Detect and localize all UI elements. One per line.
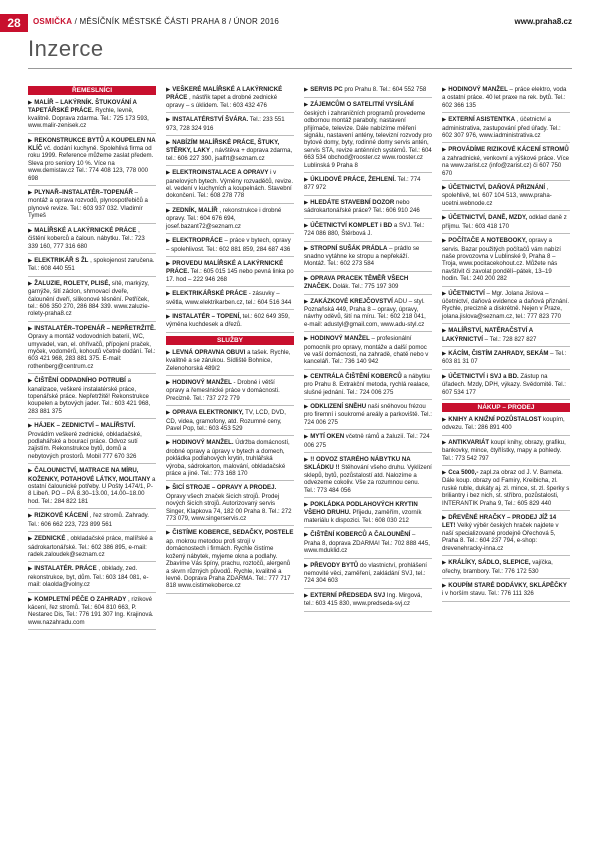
classified-ad xyxy=(442,439,570,466)
ad-heading: NABÍZÍM MALÍŘSKÉ PRÁCE, ŠTUKY, STĚRKY, LAKY xyxy=(166,139,280,155)
ad-text: i v horším stavu. Tel.: 776 111 326 xyxy=(442,590,534,598)
classified-ad xyxy=(442,237,570,286)
page-number: 28 xyxy=(0,14,28,32)
bullet-arrow-icon: ▶ xyxy=(166,207,171,214)
bullet-arrow-icon: ▶ xyxy=(442,87,447,93)
bullet-arrow-icon: ▶ xyxy=(304,177,309,184)
classifieds-column-4 xyxy=(442,86,570,605)
ad-heading: ŽALUZIE, ROLETY, PLISÉ, xyxy=(34,279,111,287)
ad-text: – Mgr. Jolana Jislova – účetnictví, daňová evidence a daňová přiznání. Rychle, precizně a diskrétně. Nejen v Praze, jolana.jislova@seznam.cz, tel.: 777 823 770 xyxy=(442,289,570,320)
ad-text: Tel.: 605 015 145 nebo pevná linka po 17. hod – 222 946 268 xyxy=(166,268,294,283)
ad-text: – práce v bytech, opravy – spolehlivost. Tel.: 602 881 859, 284 687 436 xyxy=(166,237,291,253)
bullet-arrow-icon: ▶ xyxy=(442,328,447,335)
bullet-arrow-icon: ▶ xyxy=(304,457,309,464)
ad-text: českých i zahraničních programů provedeme odbornou montáž paraboly, nastavení přijímače, televize. Dále nabízíme měření signálu, nastavení antény, televizní rozvody pro bytové domy, byty, rodinné domy servis antén, servis STA, revize anténních systémů. Tel.: 604 663 534 obchod@rooster.cz www.rooster.cz Lublinská 9 Praha 8 xyxy=(304,109,432,169)
ad-heading: ÚČETNICTVÍ, DAŇOVÁ PŘIZNÁNÍ xyxy=(448,184,546,192)
classified-ad xyxy=(28,257,156,277)
bullet-arrow-icon: ▶ xyxy=(442,117,447,124)
classified-ad xyxy=(166,349,294,376)
ad-heading: SERVIS PC xyxy=(310,86,343,93)
ad-text: Přijedu, zaměřím, vzorník materiálu k dispozici. Tel.: 608 030 212 xyxy=(304,509,422,524)
classified-ad xyxy=(28,99,156,134)
ad-text: – práce elektro, voda a ostatní práce. 40 let praxe na rek. bytů. Tel.: 602 366 135 xyxy=(442,86,567,109)
bullet-arrow-icon: ▶ xyxy=(166,117,171,124)
ad-heading: DŘEVĚNÉ HRAČKY – PRODEJ JÍŽ 14 LET! xyxy=(442,514,557,530)
classified-ad xyxy=(442,582,570,602)
classified-ad xyxy=(28,189,156,224)
bullet-arrow-icon: ▶ xyxy=(304,87,309,93)
classified-ad xyxy=(166,290,294,310)
ad-heading: INSTALATÉR–TOPENÁŘ – NEPŘETRŽITĚ. xyxy=(34,324,156,332)
section-heading: ŘEMESLNÍCI xyxy=(28,86,156,95)
classified-ad xyxy=(304,501,432,528)
ad-heading: POKLÁDKA PODLAHOVÝCH KRYTIN VŠEHO DRUHU. xyxy=(304,501,418,517)
ad-heading: Cca 5000,- xyxy=(448,469,479,477)
ad-heading: ELEKTROPRÁCE xyxy=(172,237,223,245)
ad-heading: KOUPÍM STARÉ DODÁVKY, SKLÁPĚČKY xyxy=(448,581,567,589)
bullet-arrow-icon: ▶ xyxy=(28,257,33,264)
classified-ad xyxy=(166,237,294,257)
ad-text: , spolehlivě, tel. 607 104 513, www.praha-ucetni.webnode.cz xyxy=(442,184,552,207)
section-heading: NÁKUP – PRODEJ xyxy=(442,403,570,412)
classified-ad xyxy=(442,469,570,511)
bullet-arrow-icon: ▶ xyxy=(304,373,309,380)
bullet-arrow-icon: ▶ xyxy=(304,592,309,599)
bullet-arrow-icon: ▶ xyxy=(166,440,171,447)
bullet-arrow-icon: ▶ xyxy=(166,260,171,267)
bullet-arrow-icon: ▶ xyxy=(166,379,171,386)
section-heading: SLUŽBY xyxy=(166,336,294,345)
bullet-arrow-icon: ▶ xyxy=(28,513,33,520)
bullet-arrow-icon: ▶ xyxy=(442,470,447,477)
ad-text: a SVJ. Tel.: 724 086 880, Štěrbová J. xyxy=(304,221,425,238)
bullet-arrow-icon: ▶ xyxy=(166,87,171,93)
ad-heading: ODKLIZENÍ SNĚHU xyxy=(310,403,367,410)
bullet-arrow-icon: ▶ xyxy=(28,190,33,197)
ad-text: zapl.za obraz od J. V. Barneta. Dále koup. obrazy od Famiry, Kreibicha, zl. ruské ruble, dukáty aj. zl. mince, st. zl. šperky s briliantry i bez nich, st. stříbro, pozůstalosti, INTERANTIK Praha 9, Tel.: 605 829 440 xyxy=(442,469,570,507)
classified-ad xyxy=(304,403,432,430)
ad-text: tel.: 602 649 359, výměna kuchdesek a dřezů. xyxy=(166,312,290,329)
ad-text: a ostatní čalounické potřeby. U Pošty 1474/1, P-8 Libeň. PO – PÁ 8.30–13.00, 14.00–18.00 hod. Tel.: 284 822 181 xyxy=(28,475,156,505)
classified-ad xyxy=(166,260,294,287)
classified-ad xyxy=(28,535,156,562)
ad-heading: HODINOVÝ MANŽEL xyxy=(448,86,508,93)
ad-text: koupí knihy, obrazy, grafiku, bankovky, mince, čtyřlístky, mapy a pohledy. Tel.: 773 542 797 xyxy=(442,438,566,462)
ad-text: odklad daně z příjmu. Tel.: 603 418 170 xyxy=(442,214,567,230)
ad-heading: RIZIKOVÉ KÁCENÍ xyxy=(34,512,89,520)
ad-heading: !! ODVOZ STARÉHO NÁBYTKU NA SKLÁDKU !! xyxy=(304,456,411,472)
ad-heading: KOMPLETNÍ PÉČE O ZAHRADY xyxy=(34,595,127,603)
ad-text: Rychle, levně, kvalitně. Doprava zdarma. Tel.: 725 173 593, www.malir-zenisek.cz xyxy=(28,107,149,130)
classified-ad xyxy=(166,139,294,166)
ad-text: – prádlo se snadno vytáhne ke stropu a nepřekáží. Montáž. Tel.: 602 273 584 xyxy=(304,244,420,268)
ad-text: , nástřik tapet a drobné zednické opravy – s úklidem. Tel.: 603 432 476 xyxy=(166,94,278,109)
ad-text: - Drobné i větší opravy a řemeslnické práce v domácnosti. Precizně. Tel.: 737 272 779 xyxy=(166,378,280,402)
classified-ad xyxy=(442,514,570,556)
ad-text: Velký výběr českých hraček najdete v naší specializované prodejně Ořechová 5, Praha 8. Tel.: 604 237 794, e-shop: drevenehracky-inna.cz xyxy=(442,522,559,552)
ad-text: i v panelových bytech. Výměny rozvaděčů, revize. el. vedení v kuchyních a koupelnách. Stavební dokončení. Tel.: 608 278 778 xyxy=(166,169,294,200)
bullet-arrow-icon: ▶ xyxy=(304,404,309,410)
ad-heading: STROPNÍ SUŠÁK PRÁDLA xyxy=(310,244,388,252)
ad-heading: PROVÁDÍME RIZIKOVÉ KÁCENÍ STROMŮ xyxy=(448,146,569,154)
ad-text: a zahradnické, venkovní a výškové práce. Více na www.zarist.cz (info@zarist.cz) či 607 750 670 xyxy=(442,154,570,177)
classified-ad xyxy=(28,325,156,374)
ad-heading: ČIŠTĚNÍ KOBERCŮ A ČALOUNĚNÍ xyxy=(310,531,411,539)
bullet-arrow-icon: ▶ xyxy=(166,410,171,417)
ad-text: opravy a servis. Bazar použitých počítačů vám nabízí naše provozovna v Lublinské 9, Praha 8 – Troja, www.pocitacekohout.cz. Můžete nás navštívit či zavolat pondělí–pátek, 13–19 hodin. Tel.: 240 200 282 xyxy=(442,237,561,283)
site-url[interactable]: www.praha8.cz xyxy=(514,17,572,26)
ad-heading: ÚČETNICTVÍ, DANĚ, MZDY, xyxy=(448,214,528,222)
bullet-arrow-icon: ▶ xyxy=(442,417,447,423)
ad-text: ADU – styl. Poznaňská 449, Praha 8 – opravy, úpravy, návrhy oděvů, šití na míru. Tel.: 602 218 041, e-mail: adustyl@gmail.com, www.adu-styl.cz xyxy=(304,297,426,328)
ad-heading: ÚČETNICTVÍ xyxy=(448,289,485,297)
classified-ad xyxy=(166,529,294,593)
classified-ad xyxy=(304,562,432,589)
ad-text: Opravy a montáž vodovodních baterií, WC, umyvadel, van, el. ohřívačů, přípojení praček, myček, vodoměrů, kohoutů včetně dodání. Tel.: 603 421 968, 283 881 375. E-mail: rothenberg@centrum.cz xyxy=(28,333,156,370)
ad-heading: INSTALATÉR – TOPENÍ, xyxy=(172,312,241,320)
ad-text: – montáž a oprava rozvodů, plynospotřebičů a plynové revize. Tel.: 603 937 032. Vladimír Tymeš xyxy=(28,189,148,220)
ad-heading: ÚČETNICTVÍ KOMPLET i BD xyxy=(310,221,393,229)
ad-heading: POČÍTAČE A NOTEBOOKY, xyxy=(448,237,527,245)
classified-ad xyxy=(166,313,294,333)
ad-heading: HÁJEK – ZEDNICTVÍ – MALÍŘSTVÍ. xyxy=(34,422,136,430)
ad-heading: PŘEVODY BYTŮ xyxy=(310,561,359,569)
ad-heading: ELEKTRIKÁŘSKÉ PRÁCE xyxy=(172,290,248,298)
classifieds-column-1 xyxy=(28,86,156,633)
magazine-line xyxy=(33,17,279,26)
ad-heading: ZEDNÍK, MALÍŘ xyxy=(172,206,218,214)
ad-heading: MALÍŘSTVÍ, NATĚRAČSTVÍ A LAKÝRNICTVÍ xyxy=(442,327,533,343)
bullet-arrow-icon: ▶ xyxy=(442,350,447,357)
ad-text: vajíčka, ořechy, brambory. Tel.: 776 172 530 xyxy=(442,559,553,575)
classified-ad xyxy=(442,373,570,400)
classified-ad xyxy=(442,146,570,181)
ad-text: vč. dodání kuchyně. Spolehlivá firma od roku 1999. Reference můžeme zaslat předem. Sleva pro seniory 10 %. Více na www.demistav.cz Tel.: 774 408 123, 778 000 698 xyxy=(28,145,154,182)
classified-ad xyxy=(166,484,294,526)
classified-ad xyxy=(442,86,570,113)
ad-heading: HODINOVÝ MANŽEL xyxy=(172,378,232,386)
classified-ad xyxy=(166,379,294,406)
classified-ad xyxy=(304,222,432,242)
bullet-arrow-icon: ▶ xyxy=(166,313,171,320)
ad-heading: KÁCÍM, ČISTÍM ZAHRADY, SEKÁM xyxy=(448,349,549,357)
ad-heading: MALÍŘSKÉ A LAKÝRNICKÉ PRÁCE xyxy=(34,226,137,234)
classified-ad xyxy=(28,137,156,186)
classified-ad xyxy=(28,467,156,509)
bullet-arrow-icon: ▶ xyxy=(442,439,447,446)
bullet-arrow-icon: ▶ xyxy=(304,532,309,539)
classified-ad xyxy=(304,531,432,558)
classified-ad xyxy=(166,169,294,204)
bullet-arrow-icon: ▶ xyxy=(28,100,33,106)
classified-ad xyxy=(28,565,156,592)
ad-text: TV, LCD, DVD, CD, videa, gramofony, atd. Rozumné ceny, Pavel Pop, tel.: 603 453 529 xyxy=(166,409,286,432)
ad-text: do vlastnictví, prohlášení nemovité věci, zaměření, zakládání SVJ, tel.: 724 304 603 xyxy=(304,561,427,585)
classified-ad xyxy=(304,373,432,400)
ad-text: nebo sádrokartonářské práce? Tel.: 606 910 246 xyxy=(304,198,420,215)
ad-text: sítě, markýzy, garnýže, šití záclon, shrnovací dveře, čalounění dveří, silikonové těsnění. Petříček, tel.: 606 350 270, 286 884 339. www.zaluzie-rolety-praha8.cz xyxy=(28,279,150,318)
bullet-arrow-icon: ▶ xyxy=(28,280,33,287)
bullet-arrow-icon: ▶ xyxy=(304,102,309,109)
ad-heading: EXTERNÍ ASISTENTKA xyxy=(448,116,516,124)
bullet-arrow-icon: ▶ xyxy=(166,238,171,245)
bullet-arrow-icon: ▶ xyxy=(442,185,447,192)
classified-ad xyxy=(28,227,156,254)
ad-heading: KRÁLÍKY, SÁDLO, SLEPICE, xyxy=(448,559,531,567)
bullet-arrow-icon: ▶ xyxy=(442,290,447,297)
ad-heading: INSTALATÉRSTVÍ ŠVÁRA. xyxy=(172,116,249,124)
classified-ad xyxy=(166,409,294,436)
classified-ad xyxy=(304,101,432,173)
ad-heading: ÚČETNICTVÍ i SVJ a BD. xyxy=(448,372,519,380)
classified-ad xyxy=(304,275,432,295)
classified-ad xyxy=(442,350,570,370)
ad-text: Údržba domácností, drobné opravy a úpravy v bytech a domech, pokládka podlahových krytin, truhlářská výroba, sádrokarton, malování, obkladačské práce a jiné. Tel.: 773 168 170 xyxy=(166,439,290,478)
ad-text: ap. mokrou metodou profi strojí v domácnostech i firmách. Rychle čistíme kožený nábytek, myjeme okna a podlahy. Zbavíme Vás špíny, prachu, roztočů, alergenů a skvrn různých původů. Rychle, kvalitně a levně. Doprava Praha ZDARMA. Tel.: 777 717 818 www.cistimekoberce.cz xyxy=(166,537,291,590)
ad-text: – profesionální pomocník pro opravy, montáže a další pomoc ve vaší domácnosti, na zahradě, chatě nebo v kanceláři. Tel.: 736 140 942 xyxy=(304,335,429,366)
page-title: Inzerce xyxy=(28,36,104,61)
ad-text: Stěhování všeho druhu. Vyklízení sklepů, bytů, pozůstalostí atd. Nalozíme a odvezeme cokoliv. Vše za rozumnou cenu. Tel.: 773 484 056 xyxy=(304,464,432,494)
bullet-arrow-icon: ▶ xyxy=(304,502,309,509)
bullet-arrow-icon: ▶ xyxy=(442,373,447,380)
ad-heading: ANTIKVARIÁT xyxy=(448,438,490,446)
ad-text: , účetnictví a administrativa, zastupování před úřady. Tel.: 602 307 976, www.iadministrativa.cz xyxy=(442,116,561,140)
ad-text: – Tel.: 603 81 31 07 xyxy=(442,349,567,366)
bullet-arrow-icon: ▶ xyxy=(304,336,309,343)
ad-heading: OPRAVA PRACEK TĚMĚŘ VŠECH ZNAČEK. xyxy=(304,274,409,291)
classified-ad xyxy=(442,327,570,347)
ad-heading: ÚKLIDOVÉ PRÁCE, ŽEHLENÍ. xyxy=(310,176,396,184)
bullet-arrow-icon: ▶ xyxy=(166,530,171,537)
bullet-arrow-icon: ▶ xyxy=(28,423,33,430)
ad-text: – Praha 8, doprava ZDARMA! Tel.: 702 888 445, www.mduklid.cz xyxy=(304,531,430,555)
bullet-arrow-icon: ▶ xyxy=(442,238,447,245)
ad-heading: HODINOVÝ MANŽEL. xyxy=(172,439,234,447)
bullet-arrow-icon: ▶ xyxy=(28,468,33,475)
ad-heading: PLYNAŘ–INSTALATÉR–TOPENÁŘ xyxy=(34,189,133,197)
ad-text: Provádím veškeré zednické, obkladačské, podlahářské a bourací práce. Odvoz sutí zajistím. Rekonstrukce bytů, domů a nebytových prostorů. Mobil 777 670 326 xyxy=(28,430,142,460)
classified-ad xyxy=(442,184,570,211)
ad-text: včetně rámů a žaluzií. Tel.: 724 006 275 xyxy=(304,433,430,449)
ad-text: a tašek. Rychle, kvalitně a se zárukou. Sídliště Bohnice, Zelenohorská 489/2 xyxy=(166,348,291,372)
classified-ad xyxy=(166,86,294,113)
ad-heading: ZAKÁZKOVÉ KREJČOVSTVÍ xyxy=(310,297,393,305)
ad-heading: EXTERNÍ PŘEDSEDA SVJ xyxy=(310,591,386,599)
classifieds-column-3 xyxy=(304,86,432,615)
classified-ad xyxy=(304,245,432,272)
ad-heading: ŠICÍ STROJE – OPRAVY A PRODEJ. xyxy=(172,484,277,492)
bullet-arrow-icon: ▶ xyxy=(28,137,33,144)
bullet-arrow-icon: ▶ xyxy=(28,325,33,332)
ad-text: Tel.: 774 877 972 xyxy=(304,176,421,192)
classified-ad xyxy=(442,290,570,325)
magazine-subtitle: / MĚSÍČNÍK MĚSTSKÉ ČÁSTI PRAHA 8 / ÚNOR 2016 xyxy=(74,17,280,26)
bullet-arrow-icon: ▶ xyxy=(28,596,33,603)
classified-ad xyxy=(304,199,432,219)
classified-ad xyxy=(166,116,294,136)
ad-heading: OPRAVA ELEKTRONIKY, xyxy=(172,409,244,417)
classified-ad xyxy=(28,280,156,322)
bullet-arrow-icon: ▶ xyxy=(166,170,171,177)
ad-text: , rekonstrukce i drobné opravy. Tel.: 604 676 694, josef.bazant72@seznam.cz xyxy=(166,206,282,230)
ad-heading: ZÁJEMCŮM O SATELITNÍ VYSÍLÁNÍ xyxy=(310,101,414,109)
ad-text: - zásuvky – světla, www.elektrikarben.cz, tel.: 604 516 344 xyxy=(166,290,292,306)
ad-heading: ELEKTRIKÁŘ S ŽL xyxy=(34,256,89,264)
ad-heading: MYTÍ OKEN xyxy=(310,433,345,441)
classified-ad xyxy=(304,86,432,98)
bullet-arrow-icon: ▶ xyxy=(166,291,171,298)
classified-ad xyxy=(166,439,294,481)
ad-heading: ČALOUNICTVÍ, MATRACE NA MÍRU, KOŽENKY, POTAHOVÉ LÁTKY, MOLITANY xyxy=(28,467,151,483)
bullet-arrow-icon: ▶ xyxy=(28,566,33,573)
bullet-arrow-icon: ▶ xyxy=(304,222,309,229)
ad-heading: ZEDNICKÉ xyxy=(34,535,66,543)
bullet-arrow-icon: ▶ xyxy=(166,140,171,147)
bullet-arrow-icon: ▶ xyxy=(304,562,309,569)
ad-text: – Tel.: 728 827 827 xyxy=(484,335,537,343)
ad-heading: MALÍŘ – LAKÝRNÍK. ŠTUKOVÁNÍ A TAPETÁŘSKÉ PRÁCE. xyxy=(28,99,137,115)
classified-ad xyxy=(304,335,432,370)
ad-text: , spokojenost zaručena. Tel.: 608 440 551 xyxy=(28,256,155,273)
bullet-arrow-icon: ▶ xyxy=(304,245,309,252)
brand-name: OSMIČKA xyxy=(33,17,73,26)
ad-text: a kanalizace, veškeré instalatérské práce, topenářské práce. Nepřetržitě! Rekonstrukce koupelen a bytových jader. Tel.: 603 421 968, 283 881 375 xyxy=(28,377,151,415)
ad-heading: HLEDÁTE STAVEBNÍ DOZOR xyxy=(310,198,395,206)
ad-heading: ČISTÍME KOBERCE, SEDAČKY, POSTELE xyxy=(172,529,294,537)
ad-text: a nábytku pro Prahu 8. Extrakční metoda, rychlá realace, slušné jednání. Tel.: 724 006 275 xyxy=(304,372,430,396)
ad-text: , obklady, zed. rekonstrukce, byt, dům. Tel.: 603 184 081, e-mail: olaolda@volny.cz xyxy=(28,565,149,589)
ad-text: , návštěva + doprava zdarma, tel.: 606 227 390, jsalfrt@seznam.cz xyxy=(166,147,293,162)
ad-heading: ČIŠTĚNÍ ODPADNÍHO POTRUBÍ xyxy=(34,377,126,385)
bullet-arrow-icon: ▶ xyxy=(28,536,33,543)
title-rule xyxy=(28,68,572,69)
ad-heading: ELEKTROINSTALACE A OPRAVY xyxy=(172,169,269,177)
classified-ad xyxy=(442,116,570,143)
classified-ad xyxy=(28,512,156,532)
ad-text: naši sněhovou frézou pro firemní i soukromé areály a parkoviště. Tel.: 724 006 275 xyxy=(304,403,432,426)
ad-text: Zástup na úřadech. Mzdy, DPH, výkazy. Svědomitě. Tel.: 607 534 177 xyxy=(442,372,566,396)
bullet-arrow-icon: ▶ xyxy=(442,582,447,589)
ad-heading: CENTRÁLA ČIŠTĚNÍ KOBERCŮ xyxy=(310,372,402,380)
ad-text: Dolák. Tel.: 775 197 309 xyxy=(332,283,399,291)
bullet-arrow-icon: ▶ xyxy=(442,560,447,567)
ad-text: Opravy všech značek šicích strojů. Prodej nových šicích strojů. Autorizovaný servis Singer, Klapkova 74, 182 00 Praha 8. Tel.: 272 773 079, www.singerservis.cz xyxy=(166,492,292,523)
classified-ad xyxy=(28,596,156,631)
classified-ad xyxy=(304,298,432,333)
bullet-arrow-icon: ▶ xyxy=(28,378,33,385)
bullet-arrow-icon: ▶ xyxy=(304,298,309,305)
ad-text: , rizikové kácení, řez stromů. Tel.: 604 810 663, P. Nestarec Dis, Tel.: 776 191 307 Ing. Krajinová. www.nazahradu.com xyxy=(28,595,154,626)
ad-heading: LEVNÁ OPRAVNA OBUVI xyxy=(172,348,246,356)
ad-text: , čištění koberců a čaloun. nábytku. Tel.: 723 339 160, 777 316 680 xyxy=(28,226,145,250)
bullet-arrow-icon: ▶ xyxy=(442,147,447,154)
bullet-arrow-icon: ▶ xyxy=(166,485,171,492)
ad-text: , řez stromů. Zahrady. Tel.: 606 662 223, 723 899 561 xyxy=(28,512,149,528)
classified-ad xyxy=(304,176,432,196)
ad-heading: KNIHY A KNIŽNÍ POZŮSTALOST xyxy=(448,416,542,423)
classified-ad xyxy=(442,416,570,436)
ad-text: pro Prahu 8. Tel.: 604 552 758 xyxy=(344,86,427,93)
ad-text: Tel.: 233 551 973, 728 324 916 xyxy=(166,116,285,132)
bullet-arrow-icon: ▶ xyxy=(304,199,309,206)
bullet-arrow-icon: ▶ xyxy=(304,434,309,441)
ad-text: koupím, odvezu. Tel.: 286 891 400 xyxy=(442,416,565,432)
page-header xyxy=(0,14,600,36)
classifieds-column-2 xyxy=(166,86,294,597)
classified-ad xyxy=(28,422,156,464)
classified-ad xyxy=(304,433,432,453)
ad-text: , obkladačské práce, malířské a sádrokartonářské. Tel.: 602 386 895, e-mail: radek.zaloudek@seznam.cz xyxy=(28,535,153,558)
ad-heading: INSTALATÉR. PRÁCE xyxy=(34,565,97,573)
ad-heading: VEŠKERÉ MALÍŘSKÉ A LAKÝRNICKÉ PRÁCE xyxy=(166,86,283,102)
classified-ad xyxy=(442,214,570,234)
bullet-arrow-icon: ▶ xyxy=(28,227,33,234)
bullet-arrow-icon: ▶ xyxy=(442,515,447,522)
ad-heading: PROVEDU MALÍŘSKÉ A LAKÝRNICKÉ PRÁCE. xyxy=(166,259,284,276)
bullet-arrow-icon: ▶ xyxy=(304,275,309,282)
ad-text: Ing. Mirgová, tel.: 603 415 830, www.predseda-svj.cz xyxy=(304,591,423,608)
ad-heading: REKONSTRUKCE BYTŮ A KOUPELEN NA KLÍČ xyxy=(28,136,156,153)
classified-ad xyxy=(304,456,432,498)
classified-ad xyxy=(304,592,432,612)
classified-ad xyxy=(28,377,156,419)
classified-ad xyxy=(166,207,294,234)
bullet-arrow-icon: ▶ xyxy=(166,349,171,356)
bullet-arrow-icon: ▶ xyxy=(442,215,447,222)
ad-heading: HODINOVÝ MANŽEL xyxy=(310,335,370,343)
classified-ad xyxy=(442,559,570,579)
